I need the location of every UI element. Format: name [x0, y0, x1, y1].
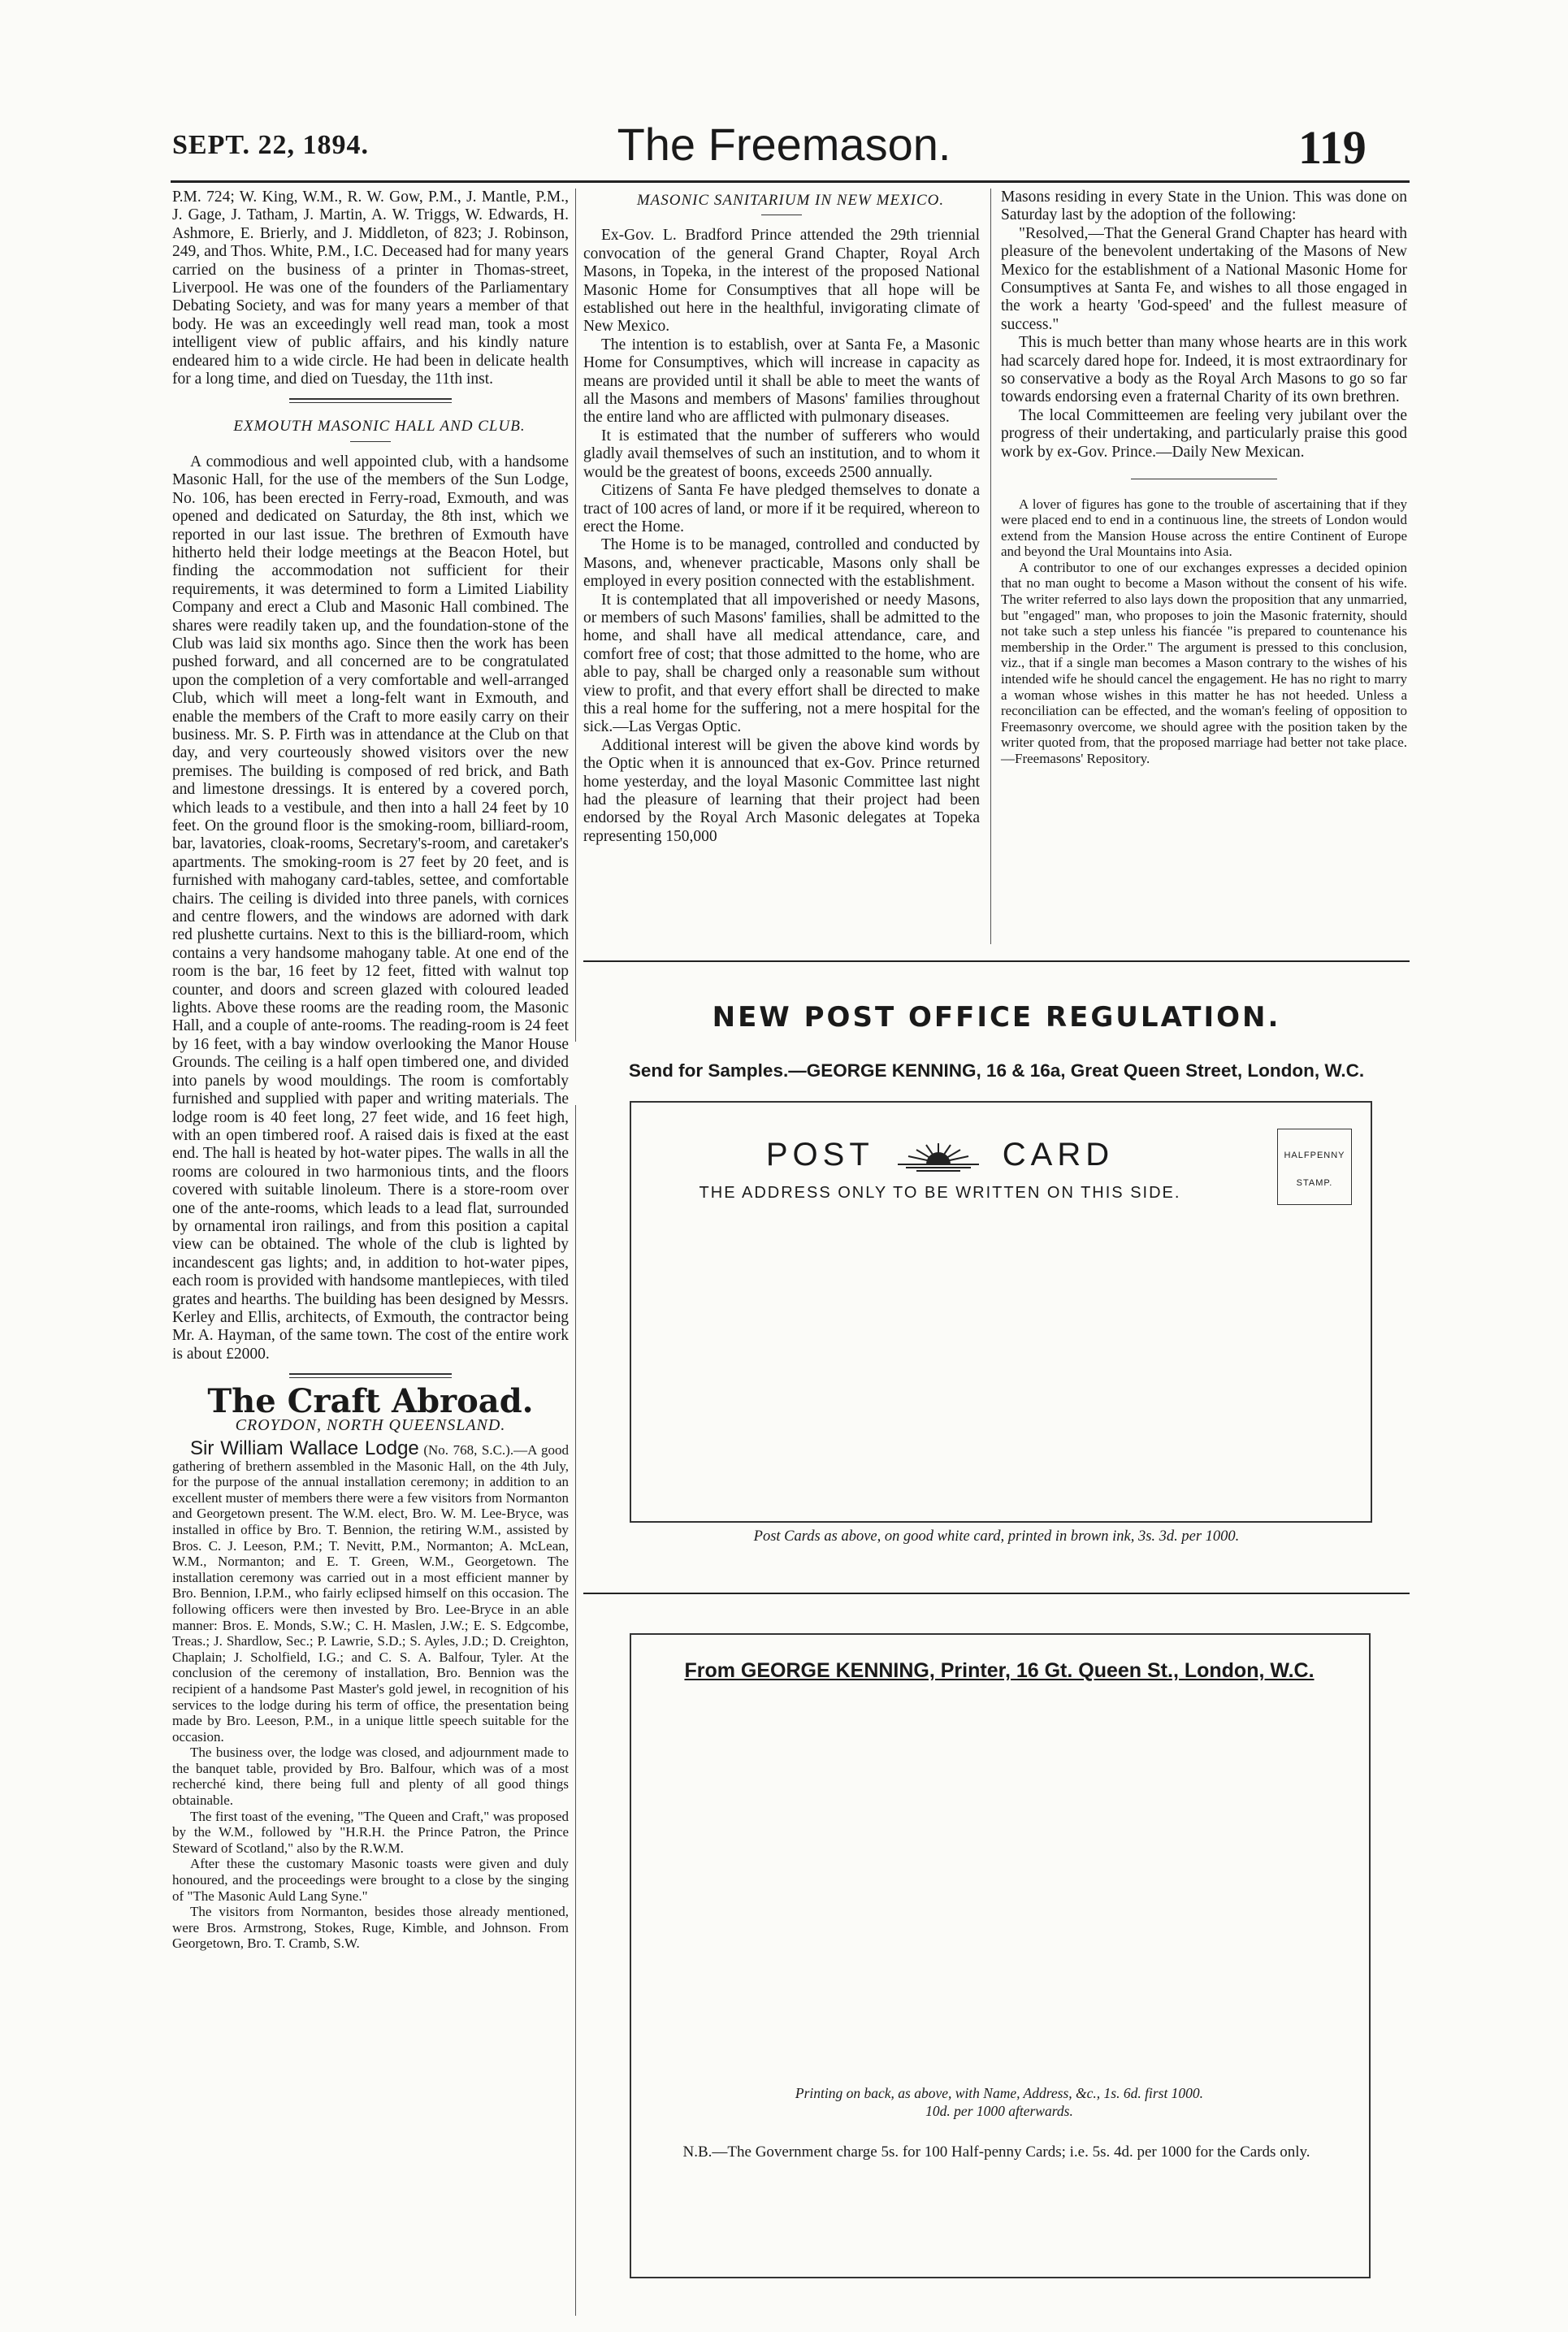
ornament-divider — [1001, 470, 1407, 488]
sanitarium-cont-p3: This is much better than many whose hearts are in this work had scarcely dared hope for. Indeed, it is most extraordinary for so conservative a body as the Royal Arch Masons to go so far towards endorsing even a fraternal Charity of its own brethren. — [1001, 334, 1407, 406]
figures-paragraph: A lover of figures has gone to the trouble of ascertaining that if they were placed end to end in a continuous line, the streets of London would extend from the Mansion House across the entire Continent of Europe and beyond the Ural Mountains into Asia. — [1001, 496, 1407, 560]
printing-price-note — [630, 2084, 1369, 2120]
column-3 — [1001, 189, 1407, 767]
sanitarium-p1: Ex-Gov. L. Bradford Prince attended the 29th triennial convocation of the general Grand Chapter, Royal Arch Masons, in Topeka, in the interest of the proposed National Masonic Home for Consumptives that all hope will be established out here in the healthful, invigorating climate of New Mexico. — [583, 227, 980, 336]
exmouth-heading: EXMOUTH MASONIC HALL AND CLUB. — [233, 418, 526, 436]
croydon-heading: CROYDON, NORTH QUEENSLAND. — [235, 1415, 506, 1434]
sanitarium-resolution: "Resolved,—That the General Grand Chapter has heard with pleasure of the benevolent undertaking of the Masons of New Mexico for the establishment of a National Masonic Home for Consumptives at Santa Fe, and wishes to all those engaged in the work a hearty 'God-speed' and the fullest measure of success." — [1001, 224, 1407, 333]
postcard-title — [631, 1137, 1249, 1173]
sanitarium-cont-p4: The local Committeemen are feeling very jubilant over the progress of their undertaking, and particularly praise this good work by ex-Gov. Prince.—Daily New Mexican. — [1001, 406, 1407, 461]
lodge-report-p4: After these the customary Masonic toasts were given and duly honoured, and the proceedings were brought to a close by the singing of "The Masonic Auld Lang Syne." — [172, 1856, 569, 1904]
sunburst-icon — [894, 1140, 983, 1173]
column-1 — [172, 189, 569, 1952]
postcard-address-instruction: THE ADDRESS ONLY TO BE WRITTEN ON THIS SIDE. — [699, 1184, 1181, 1202]
lodge-name: Sir William Wallace Lodge — [190, 1437, 419, 1459]
column-divider — [575, 189, 576, 1042]
advert-heading: NEW POST OFFICE REGULATION. — [712, 1001, 1281, 1034]
printer-line: From GEORGE KENNING, Printer, 16 Gt. Queen St., London, W.C. — [684, 1659, 1315, 1682]
printing-price-line-1: Printing on back, as above, with Name, Address, &c., 1s. 6d. first 1000. — [795, 2085, 1204, 2101]
contributor-paragraph: A contributor to one of our exchanges expresses a decided opinion that no man ought to become a Mason without the consent of his wife. The writer referred to also lays down the proposition that any unmarried, but "engaged" man, who proposes to join the Masonic fraternity, should not take such a step unless his fiancée "is prepared to countenance his membership in the Order." The argument is pressed to this conclusion, viz., that if a single man becomes a Mason contrary to the wishes of his intended wife he should cancel the engagement. He has no right to marry a woman whose wishes in this matter he has not heeded. Unless a reconciliation can be effected, and the woman's feeling of opposition to Freemasonry overcome, we should agree with the position taken by the writer quoted from, that the proposed marriage had better not take place.—Freemasons' Repository. — [1001, 559, 1407, 766]
postcard-card-word: CARD — [1002, 1137, 1115, 1173]
page-number: 119 — [1298, 121, 1367, 174]
advert-middle-rule — [583, 1593, 1410, 1594]
page-header — [0, 0, 1568, 195]
sanitarium-p6: It is contemplated that all impoverished or needy Masons, or members of such Masons' families, shall be admitted to the home, and shall have all medical attendance, care, and comfort free of cost; that those admitted to the home, who are able to pay, shall be charged only a reasonable sum without view to profit, and that every effort shall be directed to make this a real home for the suffering, not a mere hospital for the sick.—Las Vergas Optic. — [583, 591, 980, 736]
column-divider — [990, 189, 991, 944]
exmouth-article: A commodious and well appointed club, with a handsome Masonic Hall, for the use of the members of the Sun Lodge, No. 106, has been erected in Ferry-road, Exmouth, and was opened and dedicated on Saturday, the 8th inst, which we reported in our last issue. The brethren of Exmouth have hitherto held their lodge meetings at the Beacon Hotel, but finding the accommodation not sufficient for their requirements, it was determined to form a Limited Liability Company and erect a Club and Masonic Hall combined. The shares were readily taken up, and the foundation-stone of the Club was laid six months ago. Since then the work has been pushed forward, and all concerned are to be congratulated upon the completion of a very comfortable and well-arranged Club, which will meet a long-felt want in Exmouth, and enable the members of the Craft to more easily carry on their business. Mr. S. P. Firth was in attendance at the Club on that day, and very courteously showed visitors over the new premises. The building is composed of red brick, and Bath and limestone dressings. It is entered by a covered porch, which leads to a vestibule, and then into a hall 24 feet by 10 feet. On the ground floor is the smoking-room, billiard-room, bar, lavatories, cloak-rooms, Secretary's-room, and caretaker's apartments. The smoking-room is 27 feet by 20 feet, and is furnished with mahogany card-tables, settee, and comfortable chairs. The ceiling is divided into three panels, with cornices and centre flowers, and the windows are adorned with dark red plushette curtains. Next to this is the billiard-room, which contains a very handsome mahogany table. At one end of the room is the bar, 16 feet by 12 feet, fitted with walnut top counter, and doors and screen glazed with coloured leaded lights. Above these rooms are the reading room, the Masonic Hall, and a couple of ante-rooms. The reading-room is 24 feet by 16 feet, with a bay window overlooking the Manor House Grounds. The ceiling is a half open timbered one, and divided into panels by wood mouldings. The room is comfortably furnished and supplied with paper and writing materials. The lodge room is 40 feet long, 27 feet wide, and 16 feet high, with an open timbered roof. A raised dais is fixed at the east end. The hall is heated by hot-water pipes. The walls in all the rooms are coloured in two harmonious tints, and the floors covered with suitable linoleum. There is a store-room over one of the ante-rooms, which leads to a lead flat, surrounded by ornamental iron railings, and from this position a capital view can be obtained. The whole of the club is lighted by incandescent gas lights; and, in addition to hot-water pipes, each room is provided with handsome mantlepieces, with tiled grates and hearths. The building has been designed by Messrs. Kerley and Ellis, architects, of Exmouth, the contractor being Mr. A. Hayman, of the same town. The cost of the entire work is about £2000. — [172, 453, 569, 1363]
issue-date: SEPT. 22, 1894. — [172, 130, 370, 160]
lodge-report — [172, 1437, 569, 1745]
stamp-label: STAMP. — [1296, 1178, 1333, 1188]
sanitarium-p3: It is estimated that the number of sufferers who would gladly avail themselves of such an institution, and to whom it would be the greatest of boons, exceeds 2500 annually. — [583, 427, 980, 481]
printer-sample-frame — [630, 1633, 1371, 2278]
sanitarium-heading: MASONIC SANITARIUM IN NEW MEXICO. — [636, 192, 945, 209]
craft-abroad-heading: The Craft Abroad. — [207, 1382, 534, 1421]
column-2 — [583, 189, 980, 846]
section-rule — [289, 398, 452, 403]
lodge-report-p3: The first toast of the evening, "The Queen and Craft," was proposed by the W.M., followed by "H.R.H. the Prince Patron, the Prince Steward of Scotland," also by the R.W.M. — [172, 1808, 569, 1856]
sanitarium-p4: Citizens of Santa Fe have pledged themselves to donate a tract of 100 acres of land, or more if it be required, whereon to erect the Home. — [583, 482, 980, 535]
postcard-sample — [630, 1101, 1372, 1523]
lodge-report-p2: The business over, the lodge was closed, and adjournment made to the banquet table, provided by Bro. Balfour, which was of a most recherché kind, there being full and plenty of all good things obtainable. — [172, 1745, 569, 1809]
sanitarium-p2: The intention is to establish, over at Santa Fe, a Masonic Home for Consumptives, which will increase in capacity as means are provided until it shall be able to meet the wants of all the Masons and members of Masons' families throughout the entire land who are afflicted with pulmonary diseases. — [583, 336, 980, 427]
column-divider — [575, 1105, 576, 2316]
heading-dash — [350, 441, 391, 442]
header-rule — [171, 180, 1410, 183]
advert-samples-line: Send for Samples.—GEORGE KENNING, 16 & 16a, Great Queen Street, London, W.C. — [628, 1060, 1365, 1081]
postcard-post-word: POST — [765, 1137, 874, 1173]
section-rule — [289, 1373, 452, 1378]
masthead-title: The Freemason. — [617, 119, 951, 170]
obituary-paragraph: P.M. 724; W. King, W.M., R. W. Gow, P.M., J. Mantle, P.M., J. Gage, J. Tatham, J. Martin, A. W. Triggs, W. Edwards, H. Ashmore, E. Brierly, and J. Middleton, of 823; J. Robinson, 249, and Thos. White, P.M., I.C. Deceased had for many years carried on the business of a printer in Thomas-street, Liverpool. He was one of the founders of the Parliamentary Debating Society, and was for many years a member of that body. He was an exceedingly well read man, took a most intelligent view of public affairs, and his kindly nature endeared him to a wide circle. He had been in delicate health for a long time, and died on Tuesday, the 11th inst. — [172, 189, 569, 388]
stamp-box — [1277, 1129, 1352, 1205]
advert-top-rule — [583, 960, 1410, 962]
postcard-price-note: Post Cards as above, on good white card, printed in brown ink, 3s. 3d. per 1000. — [753, 1528, 1240, 1545]
stamp-halfpenny-label: HALFPENNY — [1284, 1151, 1345, 1160]
printer-sample — [630, 1633, 1369, 2332]
printing-price-line-2: 10d. per 1000 afterwards. — [925, 2103, 1073, 2119]
sanitarium-cont-p1: Masons residing in every State in the Union. This was done on Saturday last by the adoption of the following: — [1001, 189, 1407, 224]
government-charge-note: N.B.—The Government charge 5s. for 100 Half-penny Cards; i.e. 5s. 4d. per 1000 for the Cards only. — [682, 2143, 1310, 2161]
sanitarium-p7: Additional interest will be given the above kind words by the Optic when it is announced that ex-Gov. Prince returned home yesterday, and the loyal Masonic Committee last night had the pleasure of learning that their project had been endorsed by the Royal Arch Masonic delegates at Topeka representing 150,000 — [583, 736, 980, 845]
lodge-report-text: (No. 768, S.C.).—A good gathering of brethern assembled in the Masonic Hall, on the 4th July, for the purpose of the annual installation ceremony; in addition to an excellent muster of members there were a few visitors from Normanton and Georgetown present. The W.M. elect, Bro. W. M. Lee-Bryce, was installed in office by Bro. T. Bennion, the retiring W.M., assisted by Bros. C. J. Leeson, P.M.; T. Nevitt, P.M., Normanton; A. McLean, W.M., Normanton; and E. T. Green, W.M., Georgetown. The installation ceremony was carried out in a most efficient manner by Bro. Bennion, I.P.M., who fairly eclipsed himself on this occasion. The following officers were then invested by Bro. Lee-Bryce in an able manner: Bros. E. Monds, S.W.; C. H. Maslen, J.W.; E. S. Edgcombe, Treas.; J. Shardlow, Sec.; P. Lawrie, S.D.; S. Ayles, J.D.; D. Creighton, Chaplain; J. Scholfield, I.G.; and C. S. A. Balfour, Tyler. At the conclusion of the ceremony of installation, Bro. Bennion was the recipient of a handsome Past Master's gold jewel, in recognition of his services to the lodge during his term of office, the presentation being made by Bro. Leeson, P.M., in a unique little speech suitable for the occasion. — [172, 1442, 569, 1745]
sanitarium-p5: The Home is to be managed, controlled and conducted by Masons, and, whenever practicable, Masons only shall be employed in every position connected with the establishment. — [583, 536, 980, 591]
lodge-report-p5: The visitors from Normanton, besides those already mentioned, were Bros. Armstrong, Stokes, Ruge, Kimble, and Johnson. From Georgetown, Bro. T. Cramb, S.W. — [172, 1904, 569, 1952]
